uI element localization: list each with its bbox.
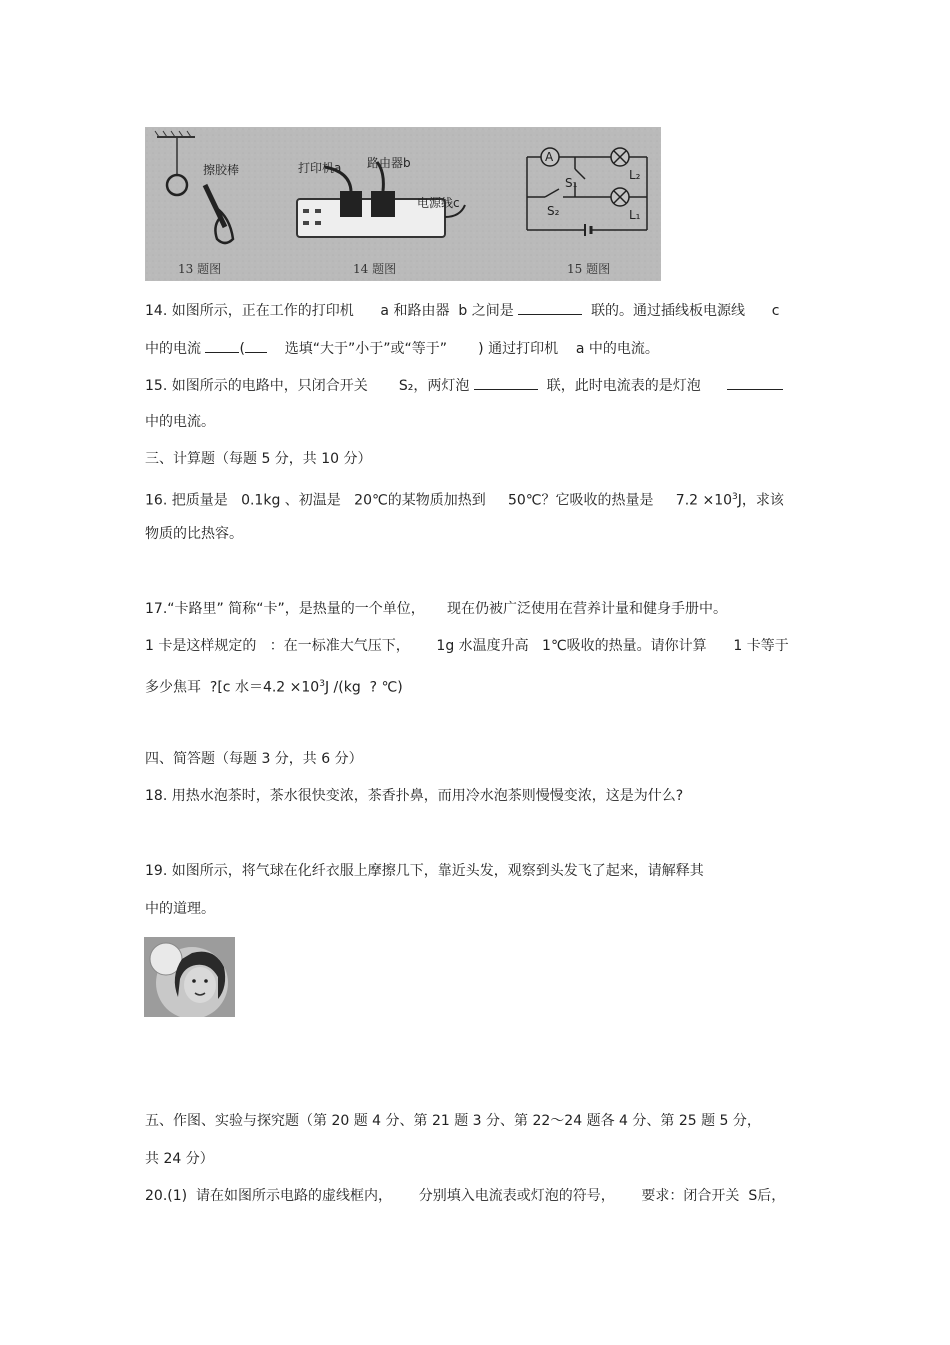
q15-line1: 15. 如图所示的电路中，只闭合开关 S₂，两灯泡 联，此时电流表的是灯泡 bbox=[145, 375, 783, 396]
q17-line1: 17.“卡路里” 简称“卡”，是热量的一个单位， 现在仍被广泛使用在营养计量和健身手册中。 bbox=[145, 601, 727, 617]
caption-15: 15 题图 bbox=[567, 262, 611, 276]
balloon-hair-photo bbox=[144, 937, 235, 1017]
label-rubber-rod: 擦胶棒 bbox=[203, 163, 240, 177]
section-3-heading: 三、计算题（每题 5 分，共 10 分） bbox=[145, 451, 372, 467]
q16-line1: 16. 把质量是 0.1kg 、初温是 20℃的某物质加热到 50℃？它吸收的热量是 $7.2 \times 10^3J$，求该 bbox=[145, 492, 784, 509]
q19-line1: 19. 如图所示，将气球在化纤衣服上摩擦几下，靠近头发，观察到头发飞了起来，请解释其 bbox=[145, 863, 704, 879]
q14-line2: 中的电流 ( 选填“大于”小于”或“等于” ) 通过打印机 a 中的电流。 bbox=[145, 338, 659, 359]
label-l1: L₁ bbox=[629, 208, 641, 222]
q17-line3: 多少焦耳 ?[c 水$=4.2 \times 10^3J$ /(kg ? ℃) bbox=[145, 679, 403, 696]
label-s2: S₂ bbox=[547, 204, 560, 218]
label-power-cord: 电源线c bbox=[417, 196, 460, 210]
section-5-heading-line1: 五、作图、实验与探究题（第 20 题 4 分、第 21 题 3 分、第 22～24 题各 4 分、第 25 题 5 分， bbox=[145, 1113, 761, 1129]
q19-line2: 中的道理。 bbox=[145, 901, 215, 917]
label-l2: L₂ bbox=[629, 168, 641, 182]
answer-blank bbox=[474, 375, 538, 390]
section-5-heading-line2: 共 24 分） bbox=[145, 1151, 214, 1167]
caption-13: 13 题图 bbox=[178, 262, 222, 276]
q15-line2: 中的电流。 bbox=[145, 414, 215, 430]
q18-text: 18. 用热水泡茶时，茶水很快变浓，茶香扑鼻，而用冷水泡茶则慢慢变浓，这是为什么? bbox=[145, 788, 684, 804]
caption-14: 14 题图 bbox=[353, 262, 397, 276]
answer-blank bbox=[727, 375, 783, 390]
label-ammeter: A bbox=[545, 150, 554, 164]
answer-blank bbox=[205, 338, 239, 353]
q20-line1: 20.(1) 请在如图所示电路的虚线框内， 分别填入电流表或灯泡的符号， 要求：闭合开关 S后， bbox=[145, 1188, 786, 1204]
q16-line2: 物质的比热容。 bbox=[145, 526, 243, 542]
q17-line2: 1 卡是这样规定的 ：在一标准大气压下， 1g 水温度升高 1℃吸收的热量。请你计算 1 卡等于 bbox=[145, 638, 789, 654]
q14-line1: 14. 如图所示，正在工作的打印机 a 和路由器 b 之间是 联的。通过插线板电源线 c bbox=[145, 300, 779, 321]
section-4-heading: 四、简答题（每题 3 分，共 6 分） bbox=[145, 751, 363, 767]
label-router: 路由器b bbox=[367, 156, 411, 170]
label-printer: 打印机a bbox=[298, 161, 342, 175]
answer-blank bbox=[518, 300, 582, 315]
figure-strip-13-15 bbox=[145, 127, 661, 281]
label-s1: S₁ bbox=[565, 176, 578, 190]
